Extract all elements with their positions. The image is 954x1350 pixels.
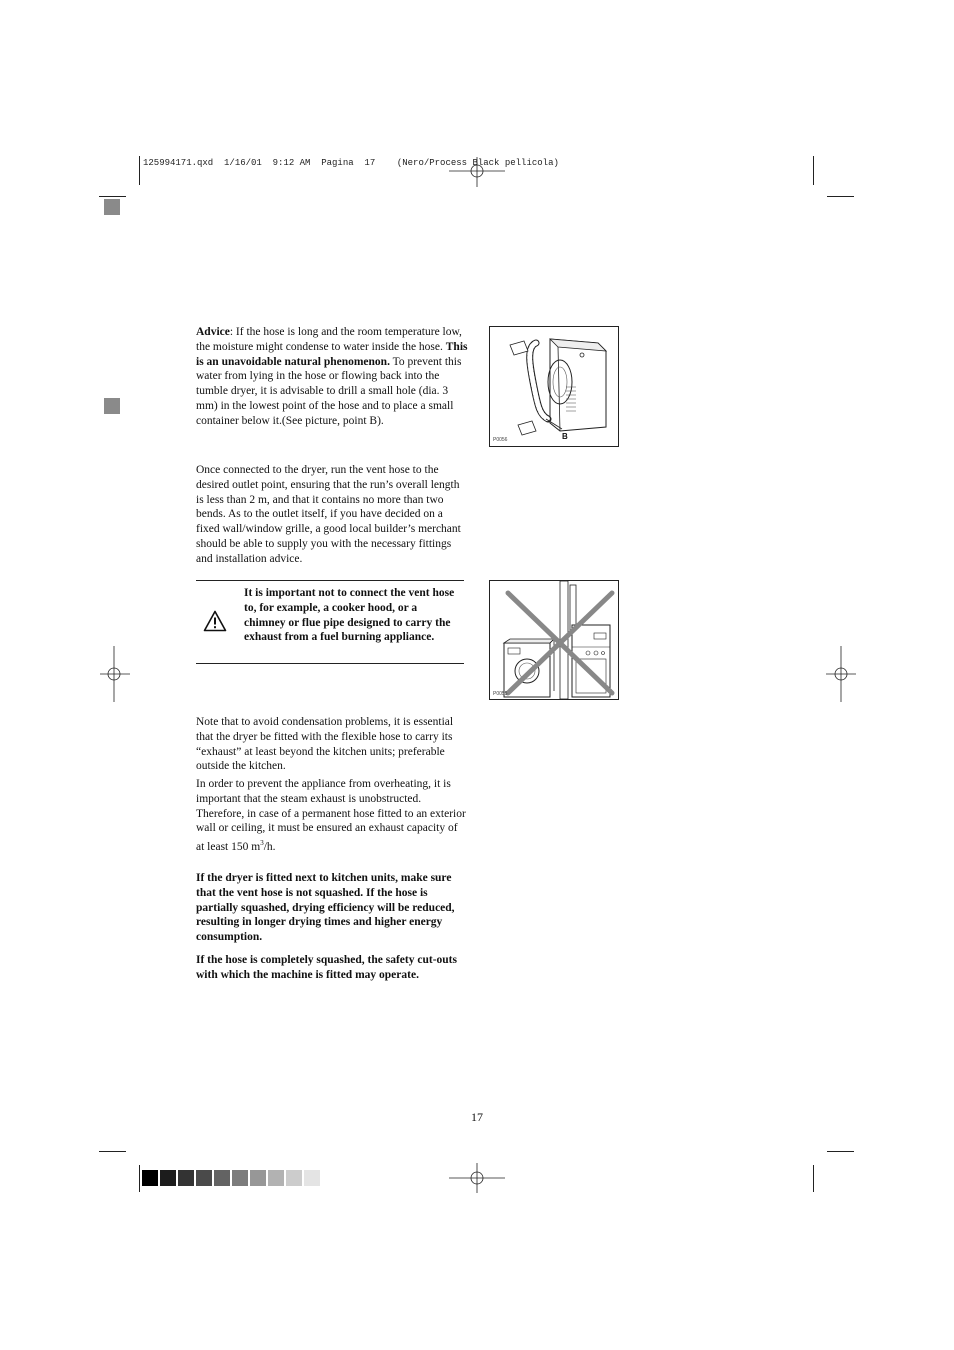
advice-paragraph: Advice: If the hose is long and the room temperature low, the moisture might condense to water inside the hose. This is an unavoidable natural phenomenon. To prevent this water from lying in the hose or flowing back into the tumble dryer, it is advisable to drill a small hole (dia. 3 mm) in the lowest point of the hose and to place a small container below it.(See picture, point B). (196, 326, 468, 427)
kitchen-units-illustration (490, 581, 618, 699)
color-swatch (286, 1170, 302, 1186)
figure-dryer-hose (489, 326, 619, 447)
color-swatch (178, 1170, 194, 1186)
print-info-header: 125994171.qxd 1/16/01 9:12 AM Pagina 17 (Nero/Process Black pellicola) (143, 158, 559, 168)
dryer-hose-illustration (490, 327, 618, 446)
color-swatch (250, 1170, 266, 1186)
warning-triangle-icon (203, 610, 227, 632)
grey-tab-mark (104, 398, 120, 414)
color-swatch (214, 1170, 230, 1186)
registration-mark-left (100, 646, 130, 702)
warning-box (196, 580, 464, 664)
page-number: 17 (471, 1110, 483, 1124)
color-swatch (142, 1170, 158, 1186)
overheating-paragraph: In order to prevent the appliance from overheating, it is important that the steam exhaust is unobstructed. Therefore, in case of a permanent hose fitted to an exterior wall or ceiling, it must be ensured an exhaust capacity of at least 150 $m^3/h$. (196, 778, 466, 854)
figure-code: P0056 (493, 437, 508, 443)
registration-mark-top (449, 157, 505, 187)
advice-label: Advice (196, 326, 230, 338)
figure-code: P0055 (493, 691, 508, 697)
squashed-hose-warning: If the dryer is fitted next to kitchen units, make sure that the vent hose is not squashed. If the hose is partially squashed, drying efficiency will be reduced, resulting in longer drying times and higher energy consumption. (196, 872, 455, 944)
figure-kitchen-cross (489, 580, 619, 700)
color-swatch (196, 1170, 212, 1186)
vent-hose-paragraph: Once connected to the dryer, run the vent hose to the desired outlet point, ensuring that the run’s overall length is less than 2 m, and that it contains no more than two bends. As to the outlet itself, if you have decided on a fixed wall/window grille, a good local builder’s merchant should be able to supply you with the necessary fittings and installation advice. (196, 464, 461, 565)
grey-tab-mark (104, 199, 120, 215)
color-swatch (304, 1170, 320, 1186)
color-swatch (160, 1170, 176, 1186)
color-swatch (268, 1170, 284, 1186)
registration-mark-bottom (449, 1163, 505, 1193)
registration-mark-right (826, 646, 856, 702)
figure-point-b-label: B (562, 432, 568, 441)
color-swatch (232, 1170, 248, 1186)
safety-cutout-warning: If the hose is completely squashed, the safety cut-outs with which the machine is fitted may operate. (196, 954, 457, 981)
warning-text: It is important not to connect the vent hose to, for example, a cooker hood, or a chimney or flue pipe designed to carry the exhaust from a fuel burning appliance. (244, 587, 455, 644)
condensation-paragraph: Note that to avoid condensation problems, it is essential that the dryer be fitted with the flexible hose to carry its “exhaust” at least beyond the kitchen units; preferable outside the kitchen. (196, 716, 454, 773)
